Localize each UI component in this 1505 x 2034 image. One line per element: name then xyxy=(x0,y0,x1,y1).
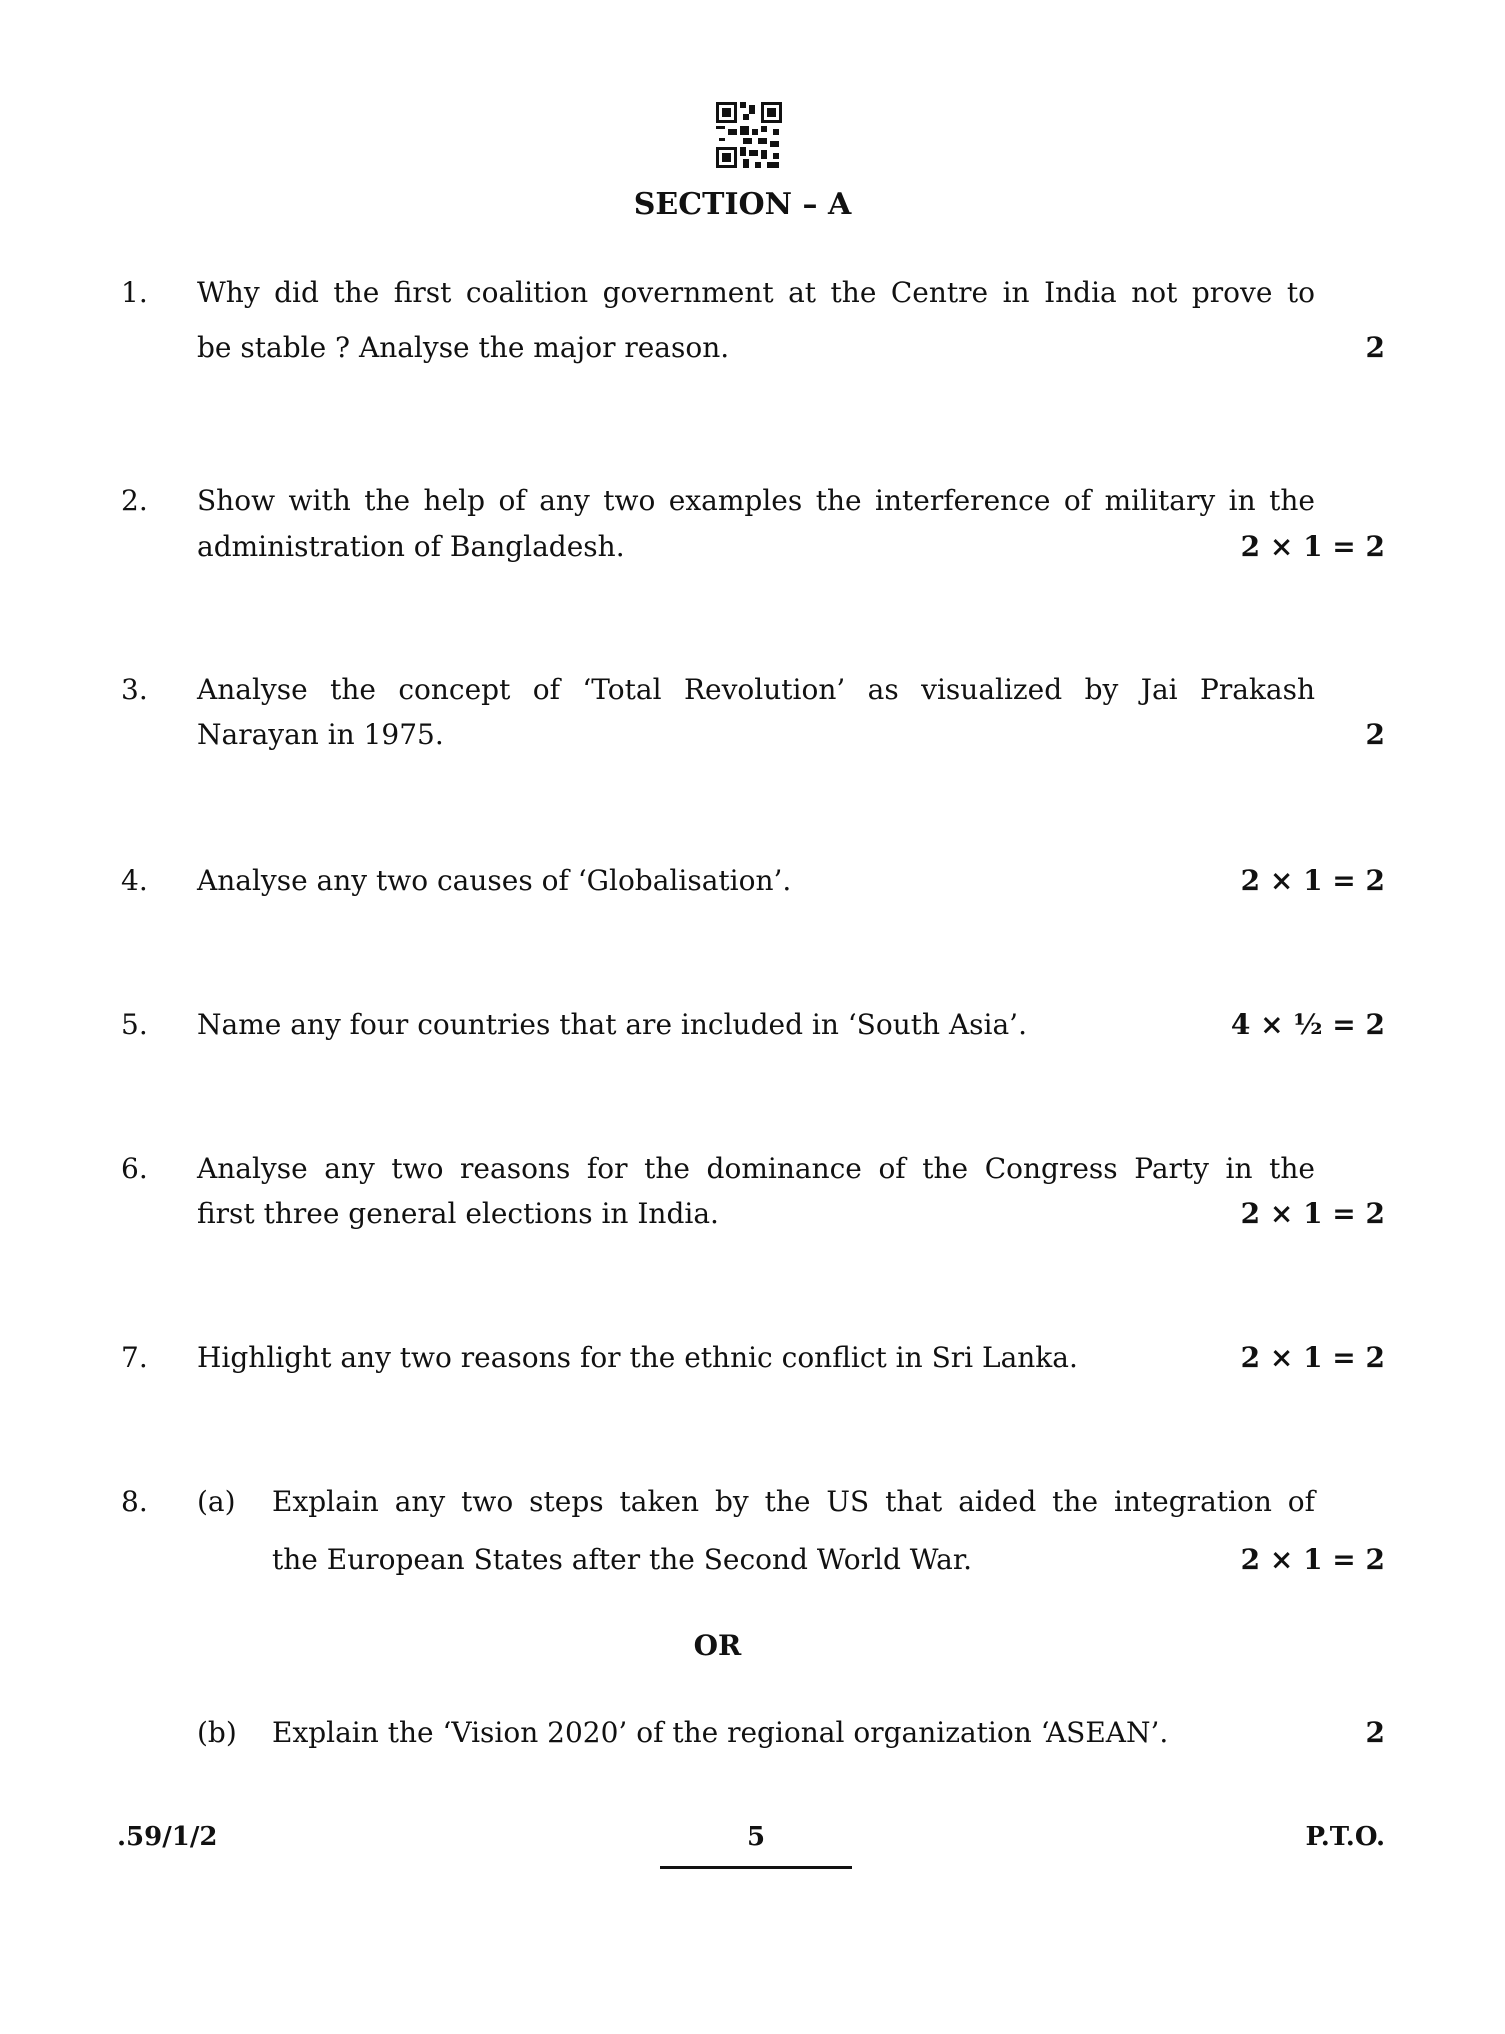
question-marks: 4 × ½ = 2 xyxy=(1230,1008,1385,1041)
question-text: administration of Bangladesh. xyxy=(197,530,625,563)
question-number: 2. xyxy=(121,484,148,517)
question-text: Analyse any two causes of ‘Globalisation’. xyxy=(197,864,792,897)
question-marks: 2 × 1 = 2 xyxy=(1240,864,1385,897)
question-text: first three general elections in India. xyxy=(197,1197,719,1230)
page-number-underline xyxy=(660,1866,852,1869)
question-text: Why did the first coalition government at the Centre in India not prove to xyxy=(197,276,1315,309)
sub-question-label: (a) xyxy=(197,1485,236,1518)
or-label: OR xyxy=(693,1629,742,1662)
paper-code: .59/1/2 xyxy=(117,1822,218,1852)
question-text: Show with the help of any two examples the interference of military in the xyxy=(197,484,1315,517)
question-marks: 2 × 1 = 2 xyxy=(1240,1341,1385,1374)
question-text: be stable ? Analyse the major reason. xyxy=(197,331,730,364)
question-text: Analyse the concept of ‘Total Revolution’ as visualized by Jai Prakash xyxy=(197,673,1315,706)
question-text: the European States after the Second World War. xyxy=(272,1543,973,1576)
question-marks: 2 xyxy=(1365,331,1385,364)
qr-code-icon xyxy=(716,101,782,169)
question-number: 4. xyxy=(121,864,148,897)
question-number: 3. xyxy=(121,673,148,706)
question-text: Explain the ‘Vision 2020’ of the regional organization ‘ASEAN’. xyxy=(272,1716,1169,1749)
question-marks: 2 xyxy=(1365,718,1385,751)
question-marks: 2 × 1 = 2 xyxy=(1240,1197,1385,1230)
question-number: 7. xyxy=(121,1341,148,1374)
question-number: 1. xyxy=(121,276,148,309)
section-title: SECTION – A xyxy=(633,187,852,222)
question-marks: 2 × 1 = 2 xyxy=(1240,530,1385,563)
question-text: Name any four countries that are included in ‘South Asia’. xyxy=(197,1008,1027,1041)
pto-label: P.T.O. xyxy=(1305,1822,1385,1852)
question-marks: 2 xyxy=(1365,1716,1385,1749)
question-marks: 2 × 1 = 2 xyxy=(1240,1543,1385,1576)
question-number: 5. xyxy=(121,1008,148,1041)
question-text: Explain any two steps taken by the US that aided the integration of xyxy=(272,1485,1315,1518)
question-text: Highlight any two reasons for the ethnic conflict in Sri Lanka. xyxy=(197,1341,1078,1374)
question-number: 6. xyxy=(121,1152,148,1185)
question-number: 8. xyxy=(121,1485,148,1518)
question-text: Narayan in 1975. xyxy=(197,718,444,751)
question-text: Analyse any two reasons for the dominance of the Congress Party in the xyxy=(197,1152,1315,1185)
page-number: 5 xyxy=(746,1822,766,1852)
sub-question-label: (b) xyxy=(197,1716,237,1749)
